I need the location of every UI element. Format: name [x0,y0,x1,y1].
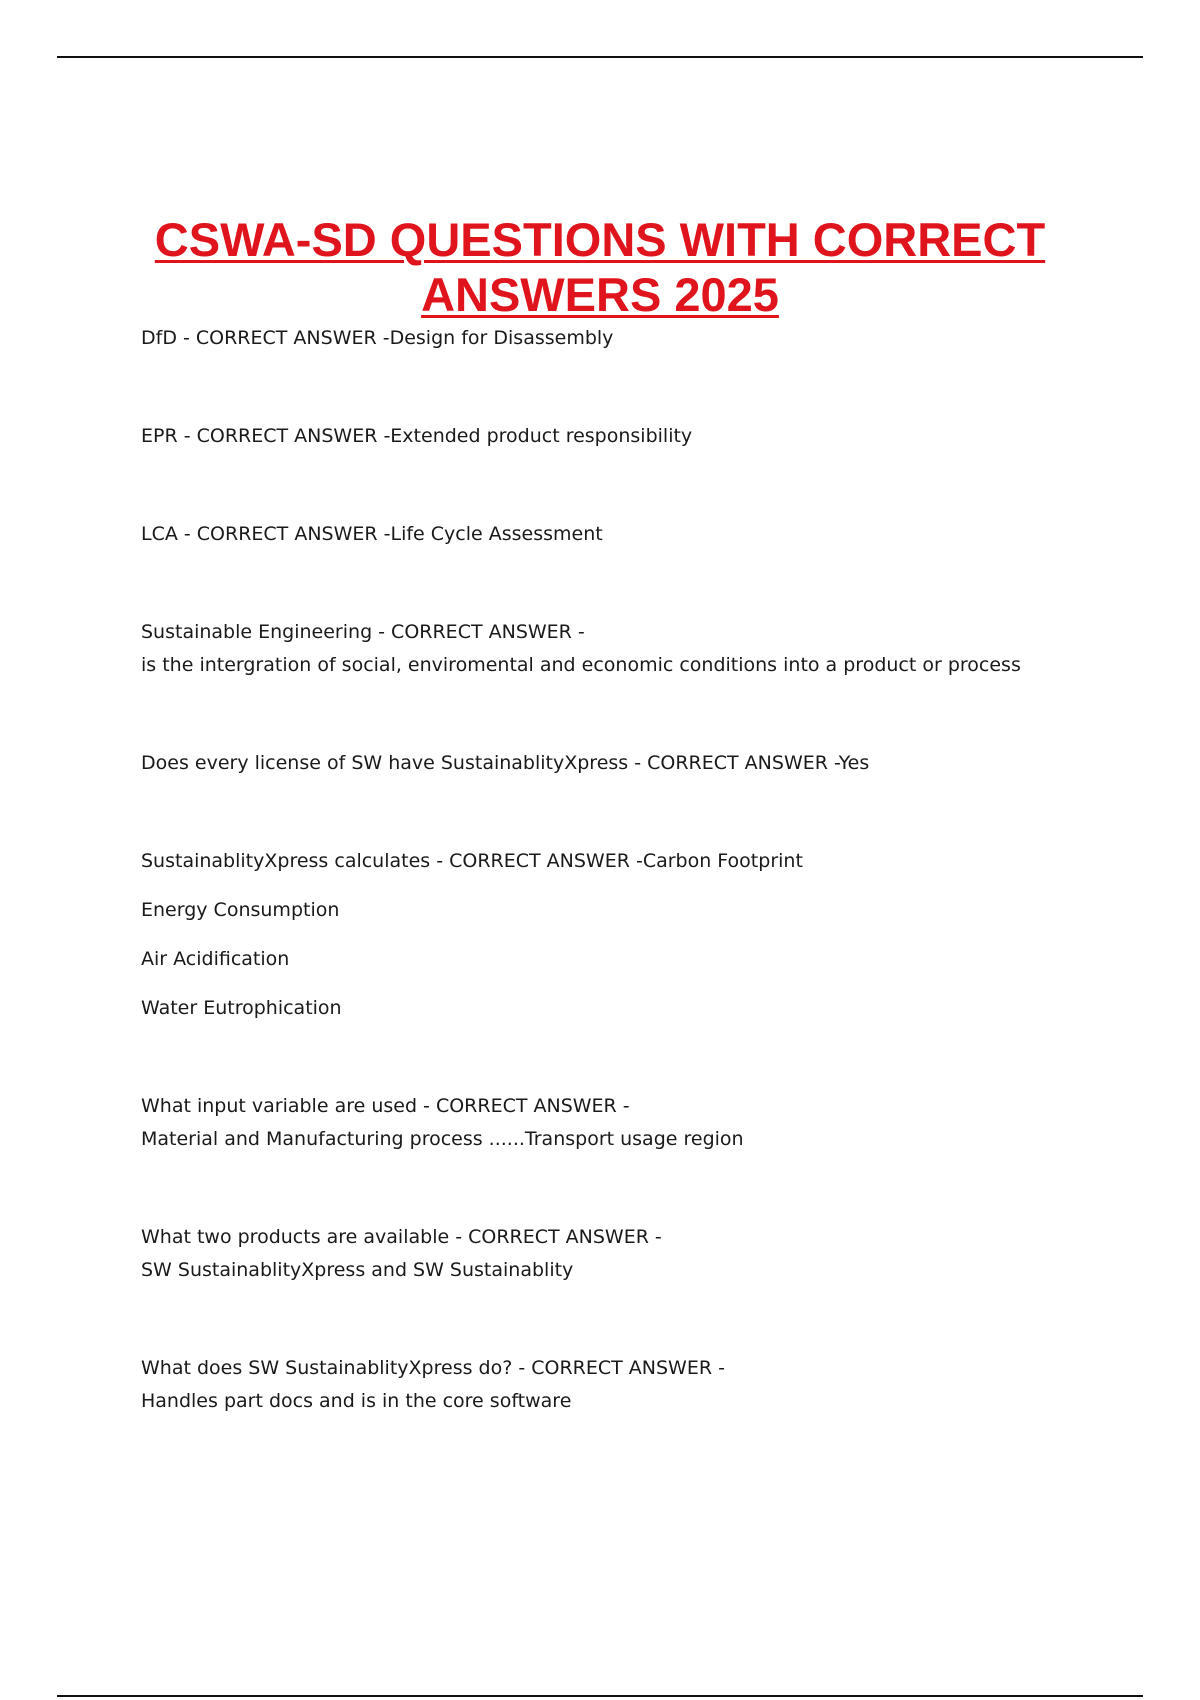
qa-line-does-question: What does SW SustainablityXpress do? - CORRECT ANSWER - [141,1357,725,1379]
qa-line-epr: EPR - CORRECT ANSWER -Extended product responsibility [141,425,693,447]
qa-line-water: Water Eutrophication [141,997,342,1019]
qa-line-sustainable-engineering-question: Sustainable Engineering - CORRECT ANSWER - [141,621,585,643]
qa-line-input-question: What input variable are used - CORRECT ANSWER - [141,1095,630,1117]
qa-line-sustainable-engineering-answer: is the intergration of social, enviromental and economic conditions into a product or process [141,654,1021,676]
qa-line-license: Does every license of SW have SustainablityXpress - CORRECT ANSWER -Yes [141,752,870,774]
bottom-divider [57,1695,1143,1697]
qa-line-energy: Energy Consumption [141,899,340,921]
qa-line-dfd: DfD - CORRECT ANSWER -Design for Disassembly [141,327,614,349]
title-line-2: ANSWERS 2025 [421,268,779,321]
qa-line-input-answer: Material and Manufacturing process ......Transport usage region [141,1128,744,1150]
qa-line-lca: LCA - CORRECT ANSWER -Life Cycle Assessment [141,523,603,545]
qa-line-calculates: SustainablityXpress calculates - CORRECT ANSWER -Carbon Footprint [141,850,803,872]
qa-line-air: Air Acidification [141,948,290,970]
qa-line-does-answer: Handles part docs and is in the core software [141,1390,572,1412]
top-divider [57,56,1143,58]
title-line-1: CSWA-SD QUESTIONS WITH CORRECT [154,213,1046,266]
qa-line-products-question: What two products are available - CORRECT ANSWER - [141,1226,662,1248]
qa-line-products-answer: SW SustainablityXpress and SW Sustainablity [141,1259,574,1281]
document-title [100,212,1100,322]
